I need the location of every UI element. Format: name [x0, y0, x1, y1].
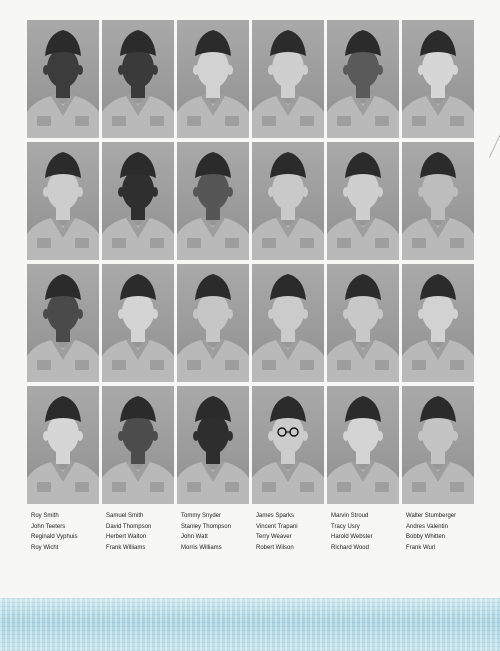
portrait-photo: [102, 264, 174, 382]
portrait-photo: [402, 386, 474, 504]
person-name: Richard Wood: [331, 544, 369, 551]
person-name: Morris Williams: [181, 544, 222, 551]
person-name: David Thompson: [106, 523, 152, 530]
person-name: Marvin Stroud: [331, 513, 369, 519]
person-name: James Sparks: [256, 513, 295, 519]
portrait-photo: [327, 386, 399, 504]
person-name: Robert Wilson: [256, 544, 294, 551]
portrait-photo: [252, 20, 324, 138]
person-name: Stanley Thompson: [181, 523, 231, 530]
person-name: John Teeters: [31, 523, 66, 530]
name-column: [256, 511, 331, 553]
person-name: Harold Webster: [331, 534, 373, 540]
portrait-photo: [102, 142, 174, 260]
person-name: Roy Wicht: [31, 544, 59, 551]
portrait-photo: [102, 20, 174, 138]
name-column: [106, 511, 181, 553]
portrait-photo: [27, 264, 99, 382]
portrait-photo: [327, 142, 399, 260]
portrait-photo: [177, 386, 249, 504]
person-name: Walter Stumberger: [406, 513, 457, 519]
name-column: [331, 511, 406, 553]
person-name: John Watt: [181, 534, 208, 540]
portrait-photo: [327, 264, 399, 382]
name-column: [181, 511, 256, 553]
portrait-photo: [27, 386, 99, 504]
portrait-photo: [177, 20, 249, 138]
roster-names: [31, 511, 481, 553]
person-name: Vincent Trapani: [256, 523, 298, 530]
portrait-photo: [402, 264, 474, 382]
portrait-photo: [252, 142, 324, 260]
portrait-photo: [327, 20, 399, 138]
portrait-photo: [177, 264, 249, 382]
person-name: Frank Wurl: [406, 544, 436, 551]
portrait-photo: [177, 142, 249, 260]
person-name: Reginald Vyphuis: [31, 534, 78, 540]
person-name: Frank Williams: [106, 544, 146, 551]
person-name: Tommy Snyder: [181, 513, 222, 519]
portrait-grid: [27, 20, 474, 504]
person-name: Andres Valentin: [406, 523, 448, 530]
person-name: Samuel Smith: [106, 513, 144, 519]
scratch-mark: [476, 128, 500, 158]
name-column: [406, 511, 481, 553]
portrait-photo: [102, 386, 174, 504]
portrait-photo: [402, 20, 474, 138]
decorative-footer-band: [0, 598, 500, 651]
person-name: Bobby Whitten: [406, 534, 446, 540]
person-name: Roy Smith: [31, 513, 59, 519]
portrait-photo: [27, 20, 99, 138]
portrait-photo: [252, 386, 324, 504]
portrait-photo: [402, 142, 474, 260]
person-name: Tracy Usry: [331, 523, 360, 530]
portrait-photo: [27, 142, 99, 260]
person-name: Herbert Walton: [106, 534, 147, 540]
person-name: Terry Weaver: [256, 534, 292, 540]
portrait-photo: [252, 264, 324, 382]
name-column: [31, 511, 106, 553]
